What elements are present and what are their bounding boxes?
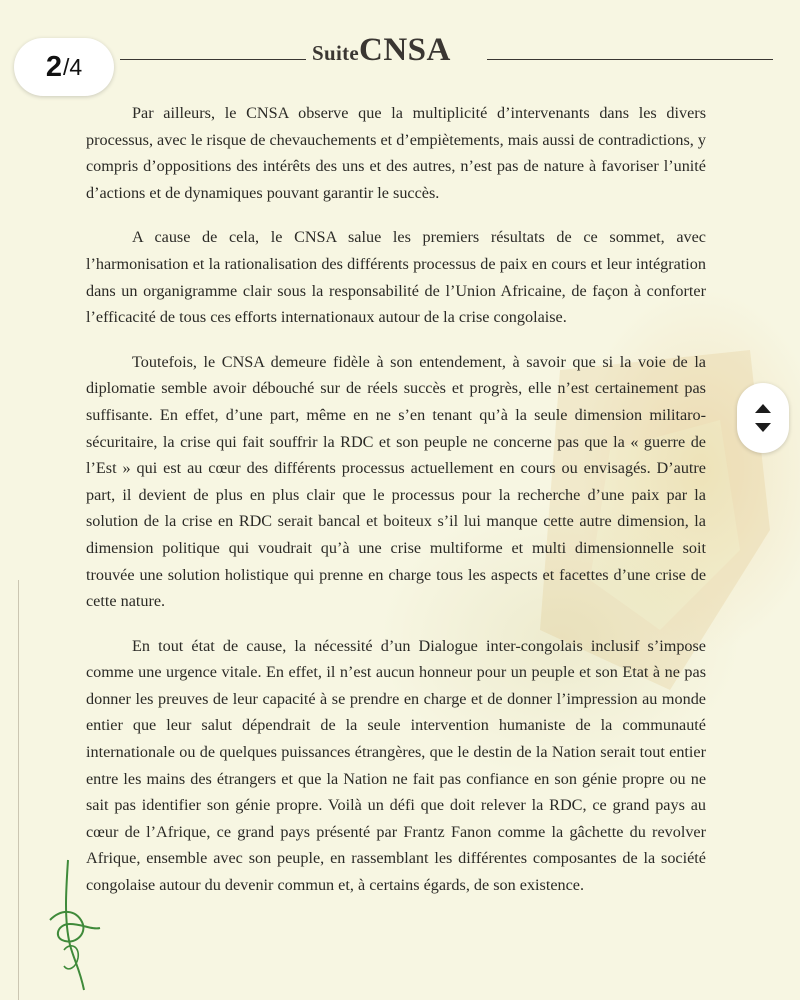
paragraph-2: A cause de cela, le CNSA salue les premiers résultats de ce sommet, avec l’harmonisation et la rationalisation des différents processus de paix en cours et leur intégration dans un organigramme clair sous la responsabilité de l’Union Africaine, de façon à conforter l’efficacité de tous ces efforts internationaux autour de la crise congolaise. xyxy=(86,228,706,327)
chevron-up-icon[interactable] xyxy=(753,401,773,415)
page-scroll-control xyxy=(737,383,789,453)
paragraph-4: En tout état de cause, la nécessité d’un Dialogue inter-congolais inclusif s’impose comme une urgence vitale. En effet, il n’est aucun honneur pour un peuple et son Etat à ne pas donner les preuves de leur capacité à se prendre en charge et de donner l’impression au monde entier que leur salut dépendrait de la seule intervention humaniste de la communauté internationale ou de quelques puissances étrangères, que le destin de la Nation serait tout entier entre les mains des étrangers et que la Nation ne fait pas confiance en son génie propre ou ne sait pas identifier son génie propre. Voilà un défi que doit relever la RDC, ce grand pays au cœur de l’Afrique, ce grand pays présenté par Frantz Fanon comme la gâchette du revolver Afrique, ensemble avec son peuple, en rassemblant les différentes composantes de la société congolaise autour du devenir commun et, à certains égards, de son existence. xyxy=(86,636,706,895)
header-cnsa: CNSA xyxy=(359,32,451,68)
document-body xyxy=(86,100,706,917)
page-header xyxy=(0,28,800,78)
signature-mark xyxy=(40,850,110,1000)
header-rule-right xyxy=(487,59,773,60)
page-edge-line xyxy=(18,580,19,1000)
header-title xyxy=(312,32,451,69)
chevron-down-icon[interactable] xyxy=(753,421,773,435)
header-rule-left xyxy=(120,59,306,60)
header-suite: Suite xyxy=(312,41,360,65)
paragraph-3: Toutefois, le CNSA demeure fidèle à son entendement, à savoir que si la voie de la diplomatie semble avoir débouché sur de réels succès et progrès, elle n’est certainement pas suffisante. En effet, d’une part, même en ne s’en tenant qu’à la seule dimension militaro-sécuritaire, la crise qui fait souffrir la RDC et son peuple ne concerne pas que la « guerre de l’Est » qui est au cœur des différents processus actuellement en cours ou envisagés. D’autre part, il devient de plus en plus clair que le processus pour la recherche d’une paix par la solution de la crise en RDC serait bancal et boiteux s’il lui manque cette autre dimension, la dimension politique qui voudrait qu’à une crise multiforme et multi dimensionnelle soit trouvée une solution holistique qui prenne en charge tous les aspects et facettes d’une crise de cette nature. xyxy=(86,352,706,611)
page-separator: / xyxy=(62,53,70,80)
page-total-number: 4 xyxy=(69,53,83,80)
paragraph-1: Par ailleurs, le CNSA observe que la multiplicité d’intervenants dans les divers processus, avec le risque de chevauchements et d’empiètements, mais aussi de contradictions, y compris d’oppositions des intérêts des uns et des autres, n’est pas de nature à favoriser l’unité d’actions et de dynamiques pouvant garantir le succès. xyxy=(86,104,706,202)
page-current-number: 2 xyxy=(45,50,62,83)
page-indicator[interactable] xyxy=(14,38,114,96)
